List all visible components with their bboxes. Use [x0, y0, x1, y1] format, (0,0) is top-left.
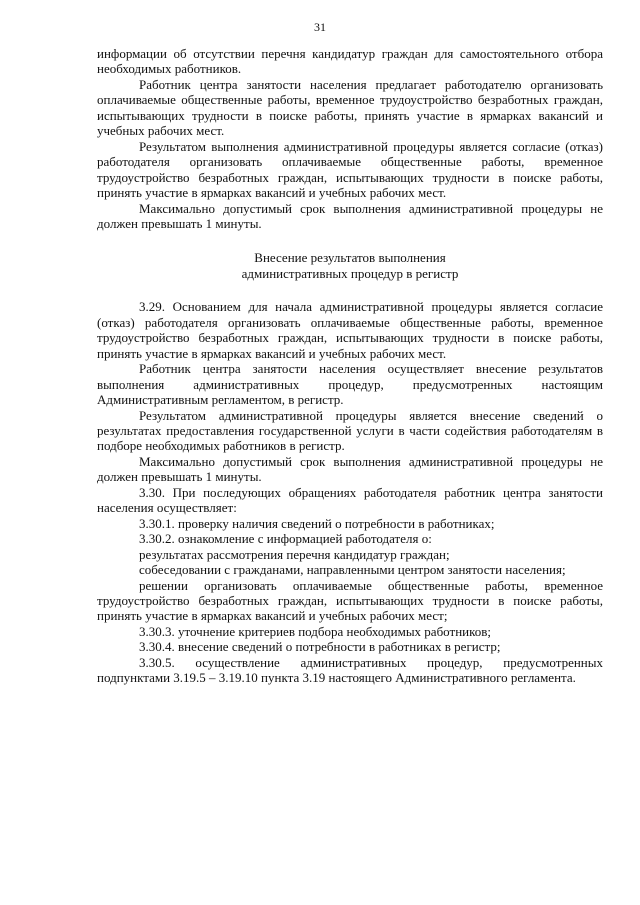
paragraph-employer-offer: Работник центра занятости населения предлагает работодателю организовать оплачиваемые общественные работы, временное трудоустройство безработных граждан, испытывающих трудности в поиске работы, принять участие в ярмарках вакансий и учебных рабочих мест.: [97, 76, 603, 139]
paragraph-register-entry: Работник центра занятости населения осуществляет внесение результатов выполнения административных процедур, предусмотренных настоящим Административным регламентом, в регистр.: [97, 361, 603, 408]
list-item-3-30-4: 3.30.4. внесение сведений о потребности в работниках в регистр;: [139, 639, 501, 655]
list-subitem-interview: собеседовании с гражданами, направленными центром занятости населения;: [139, 562, 566, 578]
page-number: 31: [314, 20, 326, 34]
paragraph-continuation: информации об отсутствии перечня кандидатур граждан для самостоятельного отбора необходимых работников.: [97, 46, 603, 77]
list-item-3-30-1: 3.30.1. проверку наличия сведений о потребности в работниках;: [139, 515, 495, 531]
paragraph-max-duration: Максимально допустимый срок выполнения административной процедуры не должен превышать 1 минуты.: [97, 200, 603, 231]
section-heading-line-2: административных процедур в регистр: [241, 265, 459, 281]
section-heading-line-1: Внесение результатов выполнения: [254, 250, 446, 266]
list-subitem-candidates: результатах рассмотрения перечня кандидатур граждан;: [139, 546, 450, 562]
paragraph-3-29: 3.29. Основанием для начала административной процедуры является согласие (отказ) работодателя организовать оплачиваемые общественные работы, временное трудоустройство безработных граждан, испытывающих трудности в поиске работы, принять участие в ярмарках вакансий и учебных рабочих мест.: [97, 299, 603, 361]
paragraph-register-result: Результатом административной процедуры является внесение сведений о результатах предоставления государственной услуги в части содействия работодателям в подборе необходимых работников в регистр.: [97, 407, 603, 454]
list-item-3-30-3: 3.30.3. уточнение критериев подбора необходимых работников;: [139, 623, 492, 639]
list-item-3-30-2: 3.30.2. ознакомление с информацией работодателя о:: [139, 531, 432, 547]
list-subitem-decision: решении организовать оплачиваемые общественные работы, временное трудоустройство безработных граждан, испытывающих трудности в поиске работы, принять участие в ярмарках вакансий и учебных рабочих мест;: [97, 577, 603, 624]
paragraph-register-max-duration: Максимально допустимый срок выполнения административной процедуры не должен превышать 1 минуты.: [97, 453, 603, 485]
paragraph-procedure-result: Результатом выполнения административной процедуры является согласие (отказ) работодателя организовать оплачиваемые общественные работы, временное трудоустройство безработных граждан, испытывающих трудности в поиске работы, принять участие в ярмарках вакансий и учебных рабочих мест.: [97, 138, 603, 201]
section-heading: [97, 250, 603, 281]
paragraph-3-30: 3.30. При последующих обращениях работодателя работник центра занятости населения осуществляет:: [97, 484, 603, 516]
document-body: [97, 46, 603, 686]
list-item-3-30-5: 3.30.5. осуществление административных процедур, предусмотренных подпунктами 3.19.5 – 3.19.10 пункта 3.19 настоящего Административного регламента.: [97, 654, 603, 686]
